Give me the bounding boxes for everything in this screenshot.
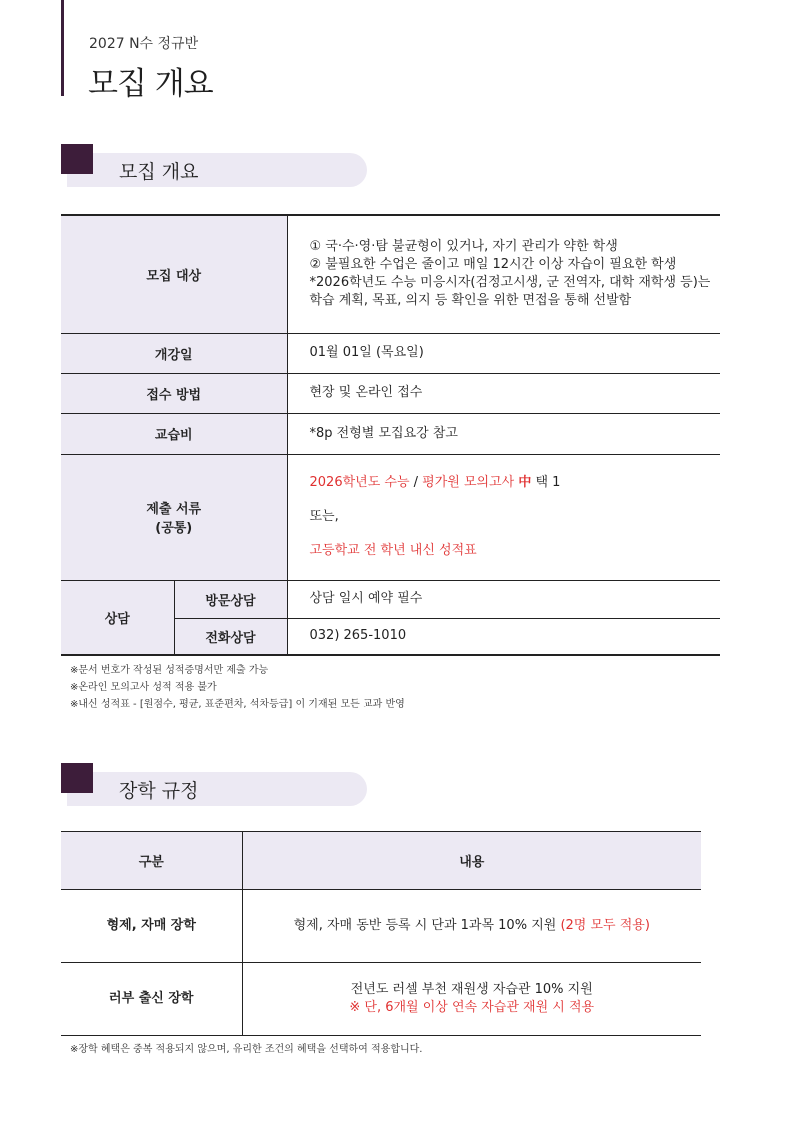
- fee-value: *8p 전형별 모집요강 참고: [287, 413, 720, 454]
- open-date-value: 01월 01일 (목요일): [287, 333, 720, 373]
- scholarship-content: [242, 963, 701, 1036]
- section-header-square: [61, 144, 93, 174]
- docs-label-line: (공통): [155, 521, 193, 536]
- section-title: 장학 규정: [119, 780, 199, 802]
- row-label: 상담: [61, 580, 174, 655]
- note-item: ※ 문서 번호가 작성된 성적증명서만 제출 가능: [70, 662, 405, 679]
- docs-option-b: 평가원 모의고사: [422, 475, 519, 490]
- scholarship-highlight: ※ 단, 6개월 이상 연속 자습관 재원 시 적용: [349, 1000, 595, 1015]
- docs-alt: 고등학교 전 학년 내신 성적표: [309, 543, 477, 558]
- table-row: [61, 333, 720, 373]
- section-title: 모집 개요: [119, 161, 199, 183]
- page-subtitle: 2027 N수 정규반: [89, 36, 199, 52]
- section-header-scholarship: [61, 767, 371, 807]
- header-accent-bar: [61, 0, 64, 96]
- note-item: ※ 내신 성적표 - [원점수, 평균, 표준편차, 석차등급] 이 기재된 모든 교과 반영: [70, 696, 405, 713]
- row-label: 교습비: [61, 413, 287, 454]
- section-header-square: [61, 763, 93, 793]
- scholarship-content: [242, 890, 701, 963]
- target-line: *2026학년도 수능 미응시자(검정고시생, 군 전역자, 대학 재학생 등)는: [309, 275, 711, 291]
- docs-line: [310, 474, 721, 492]
- docs-or: 또는,: [309, 509, 339, 524]
- row-label: 모집 대상: [61, 215, 287, 333]
- table-row: [61, 215, 720, 333]
- note-item: ※ 장학 혜택은 중복 적용되지 않으며, 유리한 조건의 혜택을 선택하여 적용합니다.: [70, 1041, 422, 1058]
- sub-label: 전화상담: [174, 618, 287, 655]
- scholarship-table: [61, 831, 701, 1036]
- row-label: 개강일: [61, 333, 287, 373]
- row-label: 접수 방법: [61, 373, 287, 413]
- section-header-background: [67, 772, 367, 806]
- table-header-row: [61, 832, 701, 890]
- table-row: [61, 373, 720, 413]
- scholarship-label: 형제, 자매 장학: [61, 890, 242, 963]
- docs-label-line: 제출 서류: [146, 502, 202, 517]
- table-row: [61, 413, 720, 454]
- visit-consult-value: 상담 일시 예약 필수: [287, 580, 720, 618]
- docs-separator: /: [409, 475, 423, 490]
- target-line: 학습 계획, 목표, 의지 등 확인을 위한 면접을 통해 선발함: [309, 293, 632, 309]
- note-item: ※ 온라인 모의고사 성적 적용 불가: [70, 679, 405, 696]
- recruit-notes: [70, 662, 405, 713]
- scholarship-label: 러부 출신 장학: [61, 963, 242, 1036]
- scholarship-text: 전년도 러셀 부천 재원생 자습관 10% 지원: [350, 982, 593, 997]
- recruit-table: [61, 214, 720, 656]
- table-row: [61, 890, 701, 963]
- scholarship-highlight: (2명 모두 적용): [560, 918, 650, 933]
- docs-option-d: 택 1: [531, 475, 561, 490]
- scholarship-notes: [70, 1041, 422, 1058]
- sub-label: 방문상담: [174, 580, 287, 618]
- apply-method-value: 현장 및 온라인 접수: [287, 373, 720, 413]
- target-line: ① 국·수·영·탐 불균형이 있거나, 자기 관리가 약한 학생: [309, 239, 618, 255]
- column-header: 구분: [61, 832, 242, 890]
- table-row: [61, 454, 720, 580]
- row-label: [61, 454, 287, 580]
- column-header: 내용: [242, 832, 701, 890]
- docs-option-c: 中: [518, 475, 532, 490]
- page-title: 모집 개요: [88, 66, 213, 102]
- scholarship-text: 형제, 자매 동반 등록 시 단과 1과목 10% 지원: [293, 918, 561, 933]
- docs-value: [287, 454, 720, 580]
- target-description: [287, 215, 720, 333]
- section-header-background: [67, 153, 367, 187]
- phone-consult-value: 032) 265-1010: [287, 618, 720, 655]
- docs-option-a: 2026학년도 수능: [309, 475, 410, 490]
- table-row: [61, 580, 720, 618]
- table-row: [61, 963, 701, 1036]
- section-header-recruit: [61, 148, 371, 188]
- target-line: ② 불필요한 수업은 줄이고 매일 12시간 이상 자습이 필요한 학생: [309, 257, 677, 273]
